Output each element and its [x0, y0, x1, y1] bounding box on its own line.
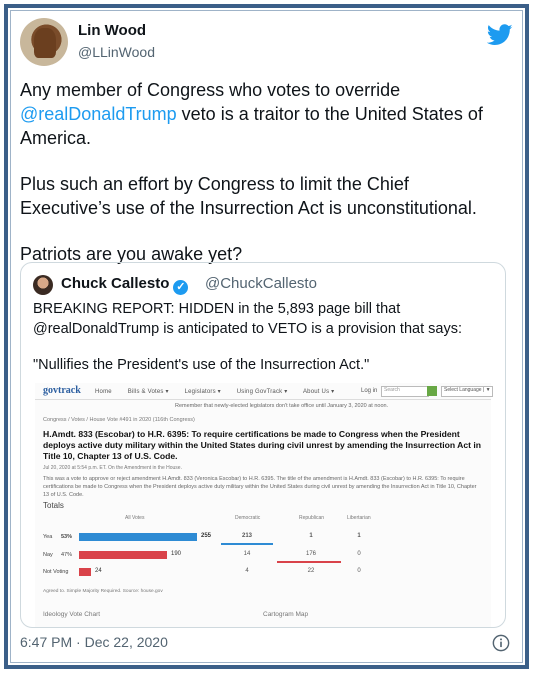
row-notvoting-lib: 0 [357, 568, 361, 574]
row-nay-rep-underline [277, 561, 341, 563]
row-notvoting-label: Not Voting [43, 569, 69, 575]
govtrack-totals-label: Totals [43, 501, 64, 510]
govtrack-notice: Remember that newly-elected legislators don't take office until January 3, 2020 at noon. [175, 403, 389, 409]
row-yea-rep: 1 [309, 533, 313, 539]
govtrack-ideology-chart-label: Ideology Vote Chart [43, 611, 101, 618]
author-avatar[interactable] [20, 18, 68, 66]
govtrack-search-box: Search [381, 386, 429, 397]
quoted-paragraph-1: BREAKING REPORT: HIDDEN in the 5,893 page bill that @realDonaldTrump is anticipated to VETO is a provision that says: [33, 301, 462, 337]
author-handle[interactable]: @LLinWood [78, 44, 155, 60]
col-democratic: Democratic [235, 515, 261, 521]
row-yea-dem-underline [221, 543, 273, 545]
govtrack-cartogram-label: Cartogram Map [263, 611, 309, 618]
quoted-tweet[interactable] [20, 262, 506, 628]
row-nay-dem: 14 [243, 551, 251, 557]
author-name[interactable]: Lin Wood [78, 22, 147, 39]
tweet-paragraph-3: Patriots are you awake yet? [20, 244, 243, 264]
tweet-timestamp[interactable]: 6:47 PM · Dec 22, 2020 [20, 634, 168, 650]
row-yea-bar [79, 533, 197, 541]
govtrack-breadcrumb: Congress / Votes / House Vote #491 in 2020 (116th Congress) [43, 417, 195, 423]
twitter-bird-icon[interactable] [487, 24, 513, 46]
row-nay-total: 190 [171, 551, 182, 557]
verified-badge-icon: ✓ [173, 280, 188, 295]
govtrack-date: Jul 20, 2020 at 5:54 p.m. ET. On the Amendment in the House. [43, 465, 182, 471]
row-notvoting-total: 24 [95, 568, 102, 574]
govtrack-headline: H.Amdt. 833 (Escobar) to H.R. 6395: To require certifications be made to Congress when the President deploys active duty military within the United States during civil unrest by amending the Insurrection Act in Title 10, Chapter 13 of U.S. Code. [43, 429, 482, 461]
quoted-author-avatar[interactable] [33, 275, 53, 295]
nav-bills: Bills & Votes ▾ [127, 389, 169, 395]
mention-link[interactable]: @realDonaldTrump [20, 104, 177, 124]
govtrack-description: This was a vote to approve or reject amendment H.Amdt. 833 (Veronica Escobar) to H.R. 6395. The title of the amendment is H.Amdt. 833 (Escobar) to H.R. 6395: To require certifications be made to Congress when the President deploys active duty military within the United States during civil unrest by amending the Insurrection Act in Title 10, Chapter 13 of U.S. Code. [43, 476, 477, 498]
row-yea-total: 255 [201, 533, 212, 539]
row-nay-lib: 0 [357, 551, 361, 557]
govtrack-language-select: Select Language | ▼ [441, 386, 493, 397]
tweet-body [20, 78, 500, 288]
col-republican: Republican [299, 515, 325, 521]
row-yea-dem: 213 [241, 533, 252, 539]
row-notvoting-dem: 4 [245, 568, 249, 574]
govtrack-login: Log in [361, 388, 378, 394]
quoted-paragraph-2: "Nullifies the President's use of the Insurrection Act." [33, 357, 370, 373]
govtrack-logo: govtrack [43, 385, 81, 396]
govtrack-screenshot-image[interactable] [35, 383, 491, 627]
row-yea-lib: 1 [357, 533, 361, 539]
row-nay-bar [79, 551, 167, 559]
govtrack-nav-links [95, 388, 348, 395]
col-all-votes: All Votes [125, 515, 145, 521]
quoted-tweet-text [33, 299, 495, 391]
nav-about: About Us ▾ [302, 389, 335, 395]
govtrack-navbar [35, 383, 491, 400]
govtrack-footnote: Agreed to. Simple Majority Required. Source: house.gov [43, 589, 163, 594]
row-nay-label: Nay [43, 552, 53, 558]
row-nay-pct: 47% [61, 552, 73, 558]
col-libertarian: Libertarian [347, 515, 371, 521]
row-notvoting-rep: 22 [307, 568, 315, 574]
nav-home: Home [95, 389, 112, 395]
tweet-paragraph-1: Any member of Congress who votes to override @realDonaldTrump veto is a traitor to the United States of America. [20, 80, 483, 148]
row-notvoting-bar [79, 568, 91, 576]
info-icon[interactable] [492, 634, 510, 652]
quoted-author-handle[interactable]: @ChuckCallesto [205, 275, 317, 292]
row-nay-rep: 176 [305, 551, 316, 557]
tweet-paragraph-2: Plus such an effort by Congress to limit the Chief Executive’s use of the Insurrection Act is unconstitutional. [20, 174, 477, 218]
nav-legislators: Legislators ▾ [184, 389, 221, 395]
govtrack-search-icon [427, 386, 437, 396]
row-yea-pct: 53% [61, 534, 73, 540]
quoted-author-name[interactable]: Chuck Callesto ✓ [61, 275, 188, 295]
row-yea-label: Yea [43, 534, 53, 540]
nav-using: Using GovTrack ▾ [236, 389, 288, 395]
